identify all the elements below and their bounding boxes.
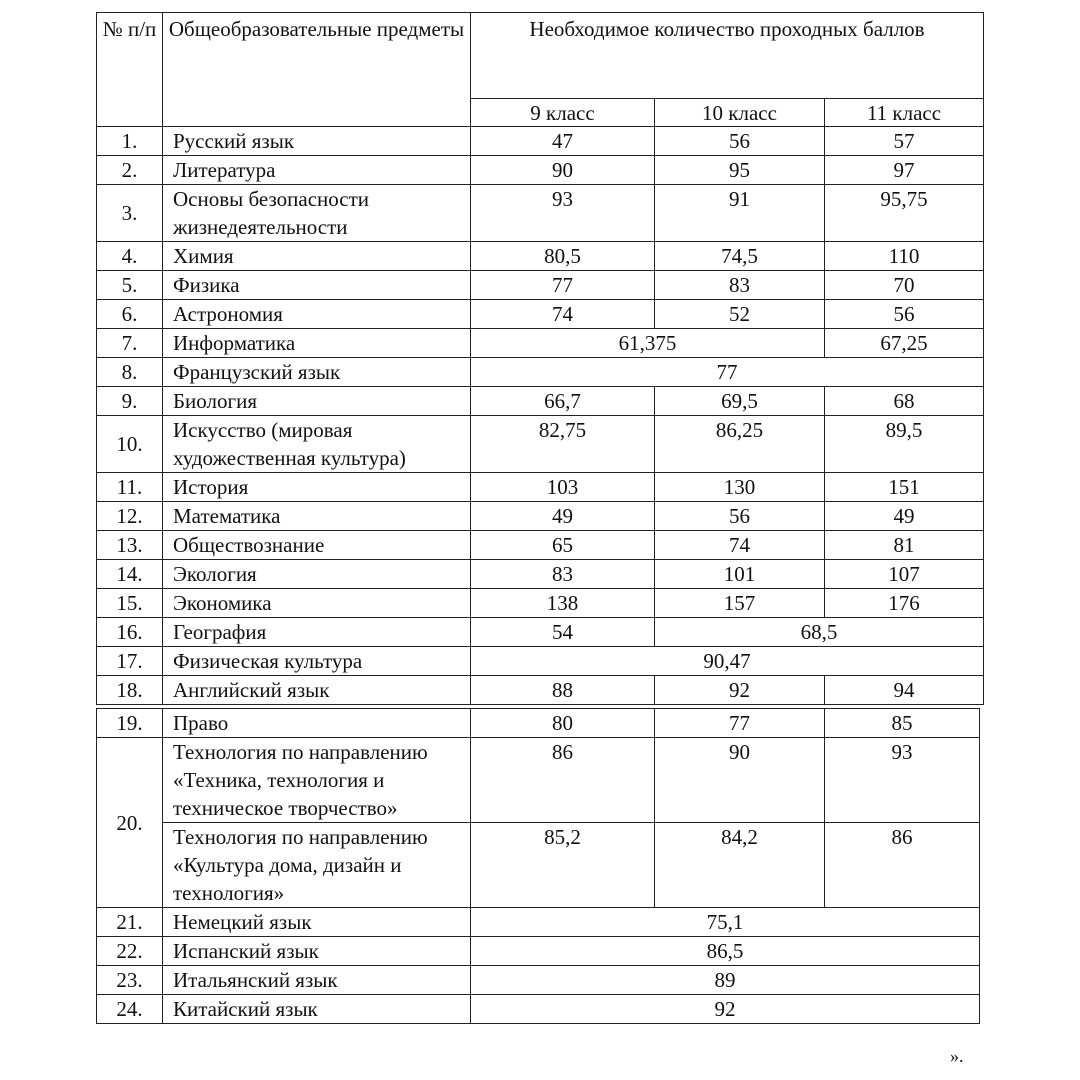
score-grade-10: 95: [655, 156, 825, 185]
subject-name: Технология по направлению «Культура дома, дизайн и технология»: [163, 823, 471, 908]
subject-name: География: [163, 618, 471, 647]
table-row: [97, 618, 984, 647]
row-number: 3.: [97, 185, 163, 242]
row-number: 21.: [97, 908, 163, 937]
score-grade-11: 67,25: [825, 329, 984, 358]
score-grade-11: 89,5: [825, 416, 984, 473]
table-row: [97, 300, 984, 329]
subject-name: Немецкий язык: [163, 908, 471, 937]
score-grade-9: 90: [471, 156, 655, 185]
score-grade-9: 54: [471, 618, 655, 647]
score-grade-10: 91: [655, 185, 825, 242]
subject-name: Литература: [163, 156, 471, 185]
table-row: [97, 995, 980, 1024]
table-row: [97, 358, 984, 387]
score-grade-10: 92: [655, 676, 825, 705]
table-row: [97, 560, 984, 589]
table-row: [97, 908, 980, 937]
score-grade-11: 70: [825, 271, 984, 300]
row-number: 8.: [97, 358, 163, 387]
score-grade-9: 80,5: [471, 242, 655, 271]
score-grade-10: 69,5: [655, 387, 825, 416]
header-required-scores: Необходимое количество проходных баллов: [471, 13, 984, 99]
table-row: [97, 966, 980, 995]
score-grade-11: 151: [825, 473, 984, 502]
row-number: 10.: [97, 416, 163, 473]
subject-name: Французский язык: [163, 358, 471, 387]
row-number: 1.: [97, 127, 163, 156]
row-number: 11.: [97, 473, 163, 502]
score-grade-10: 74,5: [655, 242, 825, 271]
table-row: [97, 823, 980, 908]
scores-table-part1: [96, 12, 984, 705]
score-grade-9: 85,2: [471, 823, 655, 908]
subject-name: Обществознание: [163, 531, 471, 560]
subject-name: Искусство (мировая художественная культура): [163, 416, 471, 473]
subject-name: Английский язык: [163, 676, 471, 705]
header-grade-9: 9 класс: [471, 99, 655, 127]
row-number: 4.: [97, 242, 163, 271]
subject-name: Информатика: [163, 329, 471, 358]
row-number: 17.: [97, 647, 163, 676]
score-grade-11: 81: [825, 531, 984, 560]
table-row: [97, 709, 980, 738]
score-grade-9: 82,75: [471, 416, 655, 473]
score-grade-9: 83: [471, 560, 655, 589]
score-grade-11: 57: [825, 127, 984, 156]
score-grade-11: 93: [825, 738, 980, 823]
subject-name: Физика: [163, 271, 471, 300]
score-grade-9: 49: [471, 502, 655, 531]
table-row: [97, 127, 984, 156]
score-grade-11: 97: [825, 156, 984, 185]
row-number: 15.: [97, 589, 163, 618]
subject-name: История: [163, 473, 471, 502]
row-number: 7.: [97, 329, 163, 358]
score-all-grades: 89: [471, 966, 980, 995]
table-row: [97, 738, 980, 823]
row-number: 2.: [97, 156, 163, 185]
score-grade-11: 110: [825, 242, 984, 271]
score-all-grades: 77: [471, 358, 984, 387]
table-row: [97, 647, 984, 676]
score-grade-11: 85: [825, 709, 980, 738]
score-grade-11: 176: [825, 589, 984, 618]
subject-name: Испанский язык: [163, 937, 471, 966]
score-grade-11: 56: [825, 300, 984, 329]
subject-name: Основы безопасности жизнедеятельности: [163, 185, 471, 242]
score-grade-9: 74: [471, 300, 655, 329]
table-row: [97, 502, 984, 531]
score-grades-9-10: 61,375: [471, 329, 825, 358]
subject-name: Итальянский язык: [163, 966, 471, 995]
score-grades-10-11: 68,5: [655, 618, 984, 647]
score-grade-10: 56: [655, 127, 825, 156]
score-grade-9: 88: [471, 676, 655, 705]
score-grade-9: 103: [471, 473, 655, 502]
row-number: 23.: [97, 966, 163, 995]
subject-name: Право: [163, 709, 471, 738]
table-row: [97, 531, 984, 560]
row-number: 6.: [97, 300, 163, 329]
row-number: 20.: [97, 738, 163, 908]
scores-table-part2: [96, 708, 980, 1024]
table-row: [97, 937, 980, 966]
score-grade-10: 74: [655, 531, 825, 560]
header-subject: Общеобразовательные предметы: [163, 13, 471, 127]
score-all-grades: 92: [471, 995, 980, 1024]
score-grade-9: 138: [471, 589, 655, 618]
subject-name: Русский язык: [163, 127, 471, 156]
subject-name: Китайский язык: [163, 995, 471, 1024]
row-number: 22.: [97, 937, 163, 966]
score-grade-10: 90: [655, 738, 825, 823]
subject-name: Математика: [163, 502, 471, 531]
row-number: 13.: [97, 531, 163, 560]
score-grade-9: 65: [471, 531, 655, 560]
header-grade-10: 10 класс: [655, 99, 825, 127]
score-grade-9: 80: [471, 709, 655, 738]
header-grade-11: 11 класс: [825, 99, 984, 127]
subject-name: Физическая культура: [163, 647, 471, 676]
table-row: [97, 416, 984, 473]
score-grade-10: 83: [655, 271, 825, 300]
score-grade-11: 107: [825, 560, 984, 589]
score-grade-10: 52: [655, 300, 825, 329]
score-grade-10: 86,25: [655, 416, 825, 473]
table-row: [97, 387, 984, 416]
row-number: 16.: [97, 618, 163, 647]
row-number: 18.: [97, 676, 163, 705]
subject-name: Экономика: [163, 589, 471, 618]
score-all-grades: 90,47: [471, 647, 984, 676]
score-grade-10: 84,2: [655, 823, 825, 908]
score-all-grades: 86,5: [471, 937, 980, 966]
table-row: [97, 473, 984, 502]
subject-name: Астрономия: [163, 300, 471, 329]
score-grade-11: 86: [825, 823, 980, 908]
subject-name: Биология: [163, 387, 471, 416]
subject-name: Экология: [163, 560, 471, 589]
score-grade-9: 47: [471, 127, 655, 156]
table-row: [97, 676, 984, 705]
row-number: 5.: [97, 271, 163, 300]
score-grade-10: 157: [655, 589, 825, 618]
score-grade-11: 49: [825, 502, 984, 531]
score-grade-11: 94: [825, 676, 984, 705]
score-grade-11: 95,75: [825, 185, 984, 242]
score-grade-10: 77: [655, 709, 825, 738]
subject-name: Технология по направлению «Техника, технология и техническое творчество»: [163, 738, 471, 823]
table-row: [97, 271, 984, 300]
table-row: [97, 589, 984, 618]
row-number: 19.: [97, 709, 163, 738]
table-row: [97, 329, 984, 358]
score-grade-9: 93: [471, 185, 655, 242]
score-grade-11: 68: [825, 387, 984, 416]
header-number: № п/п: [97, 13, 163, 127]
score-grade-10: 130: [655, 473, 825, 502]
table-row: [97, 185, 984, 242]
score-all-grades: 75,1: [471, 908, 980, 937]
subject-name: Химия: [163, 242, 471, 271]
table-row: [97, 156, 984, 185]
score-grade-9: 77: [471, 271, 655, 300]
row-number: 24.: [97, 995, 163, 1024]
score-grade-10: 101: [655, 560, 825, 589]
score-grade-9: 86: [471, 738, 655, 823]
row-number: 12.: [97, 502, 163, 531]
row-number: 14.: [97, 560, 163, 589]
table-row: [97, 242, 984, 271]
closing-quote-mark: ».: [950, 1046, 964, 1066]
score-grade-10: 56: [655, 502, 825, 531]
score-grade-9: 66,7: [471, 387, 655, 416]
row-number: 9.: [97, 387, 163, 416]
